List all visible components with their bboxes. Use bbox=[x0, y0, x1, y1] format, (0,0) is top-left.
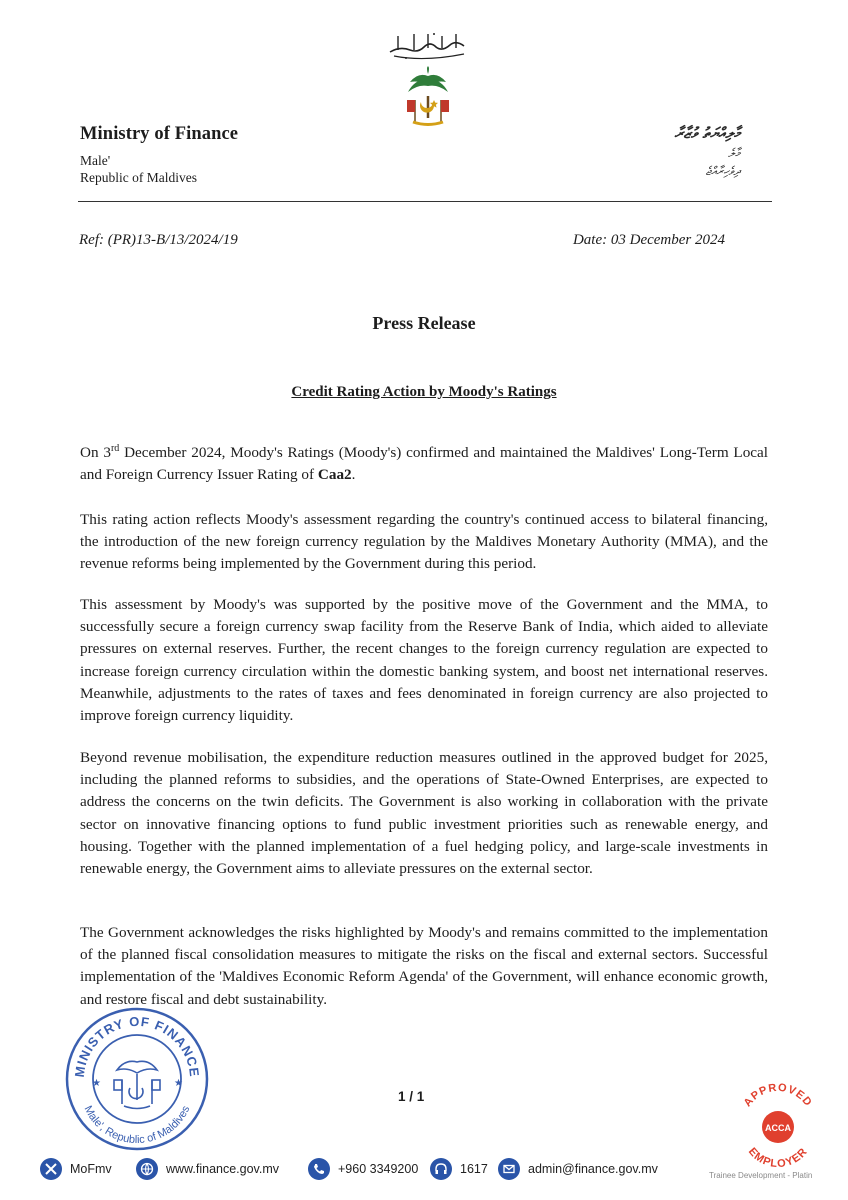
release-date: Date: 03 December 2024 bbox=[572, 232, 725, 248]
paragraph-1 bbox=[80, 442, 768, 486]
paragraph-2: This rating action reflects Moody's assessment regarding the country's continued access to bilateral financing, the introduction of the new foreign currency regulation by the Maldives Monetary Authority (MMA), and the revenue reforms being implemented by the Government during this period. bbox=[80, 511, 768, 573]
p1-superscript: rd bbox=[110, 442, 120, 454]
acca-approved-employer-badge bbox=[728, 1075, 828, 1175]
dhivehi-ministry-name: މާލިއްޔަތު ވުޒާރާ bbox=[674, 124, 740, 142]
maldives-emblem bbox=[401, 66, 455, 128]
ministry-country: Republic of Maldives bbox=[80, 170, 197, 185]
seal-star-left-icon: ★ bbox=[92, 1078, 101, 1089]
paragraph-4: Beyond revenue mobilisation, the expenditure reduction measures outlined in the approved budget for 2025, including the planned reforms to subsidies, and the operations of State-Owned Enterprises, are expected to address the concerns on the twin deficits. The Government is also working in collaboration with the private sector on innovative financing options to fund public investment priorities such as renewable energy, and housing. Together with the planned implementation of a fuel hedging policy, and large-scale investments in renewable energy, the Government aims to alleviate pressures on the external sector. bbox=[80, 749, 768, 878]
page-number: 1 / 1 bbox=[398, 1089, 425, 1104]
paragraph-3: This assessment by Moody's was supported by the positive move of the Government and the MMA, to successfully secure a foreign currency swap facility from the Reserve Bank of India, which aided to alleviate pressures on external reserves. Further, the recent changes to the foreign currency regulation are expected to increase foreign currency circulation within the domestic banking system, and boost net international reserves. Meanwhile, adjustments to the rates of taxes and fees denominated in foreign currency are also projected to improve foreign currency liquidity. bbox=[80, 596, 768, 725]
dhivehi-city: މާލެ bbox=[728, 146, 740, 160]
seal-emblem-icon bbox=[114, 1061, 160, 1108]
email-icon bbox=[498, 1158, 520, 1180]
website-url: www.finance.gov.mv bbox=[166, 1162, 280, 1176]
seal-top-text: MINISTRY OF FINANCE bbox=[71, 1013, 203, 1079]
dhivehi-letterhead bbox=[675, 122, 740, 180]
footer-hotline[interactable] bbox=[430, 1155, 488, 1183]
header-divider bbox=[78, 201, 772, 202]
paragraph-5: The Government acknowledges the risks highlighted by Moody's and remains committed to the implementation of the planned fiscal consolidation measures to mitigate the risks on the fiscal and external sectors. Successful implementation of the 'Maldives Economic Reform Agenda' of the Government, will enhance economic growth, and restore fiscal and debt sustainability. bbox=[80, 924, 768, 1008]
footer-phone[interactable] bbox=[308, 1155, 418, 1183]
footer-email[interactable] bbox=[498, 1155, 658, 1183]
acca-subtitle: Trainee Development - Platin bbox=[709, 1171, 813, 1180]
x-twitter-icon bbox=[40, 1158, 62, 1180]
rating-value: Caa2 bbox=[317, 466, 352, 484]
twitter-handle: MoFmv bbox=[70, 1162, 112, 1176]
phone-number: +960 3349200 bbox=[338, 1162, 419, 1176]
ministry-city: Male' bbox=[80, 153, 111, 168]
p1-pre: On 3 bbox=[80, 444, 111, 461]
reference-number: Ref: (PR)13-B/13/2024/19 bbox=[79, 232, 238, 248]
acca-badge-text: ACCA bbox=[765, 1123, 791, 1133]
globe-icon bbox=[136, 1158, 158, 1180]
p1-mid: December 2024, Moody's Ratings (Moody's) confirmed and maintained the Maldives' Long-Term Local and Foreign Currency Issuer Rating of bbox=[80, 444, 769, 484]
document-subtitle: Credit Rating Action by Moody's Ratings bbox=[291, 384, 557, 400]
phone-icon bbox=[308, 1158, 330, 1180]
ministry-seal-stamp bbox=[62, 1004, 212, 1154]
ministry-name: Ministry of Finance bbox=[80, 124, 239, 144]
dhivehi-country: ދިވެހިރާއްޖެ bbox=[705, 164, 740, 178]
bismillah-calligraphy bbox=[384, 28, 472, 62]
footer-website[interactable] bbox=[136, 1155, 279, 1183]
document-title: Press Release bbox=[372, 313, 476, 333]
hotline-number: 1617 bbox=[460, 1162, 488, 1176]
seal-bottom-text: Male', Republic of Maldives bbox=[81, 1103, 193, 1147]
acca-top-text: APPROVED bbox=[741, 1081, 815, 1110]
email-address: admin@finance.gov.mv bbox=[528, 1162, 658, 1176]
acca-bottom-text: EMPLOYER bbox=[745, 1145, 811, 1171]
hotline-icon bbox=[430, 1158, 452, 1180]
p1-end: . bbox=[351, 466, 356, 484]
seal-star-right-icon: ★ bbox=[174, 1078, 183, 1089]
footer-twitter[interactable] bbox=[40, 1155, 112, 1183]
